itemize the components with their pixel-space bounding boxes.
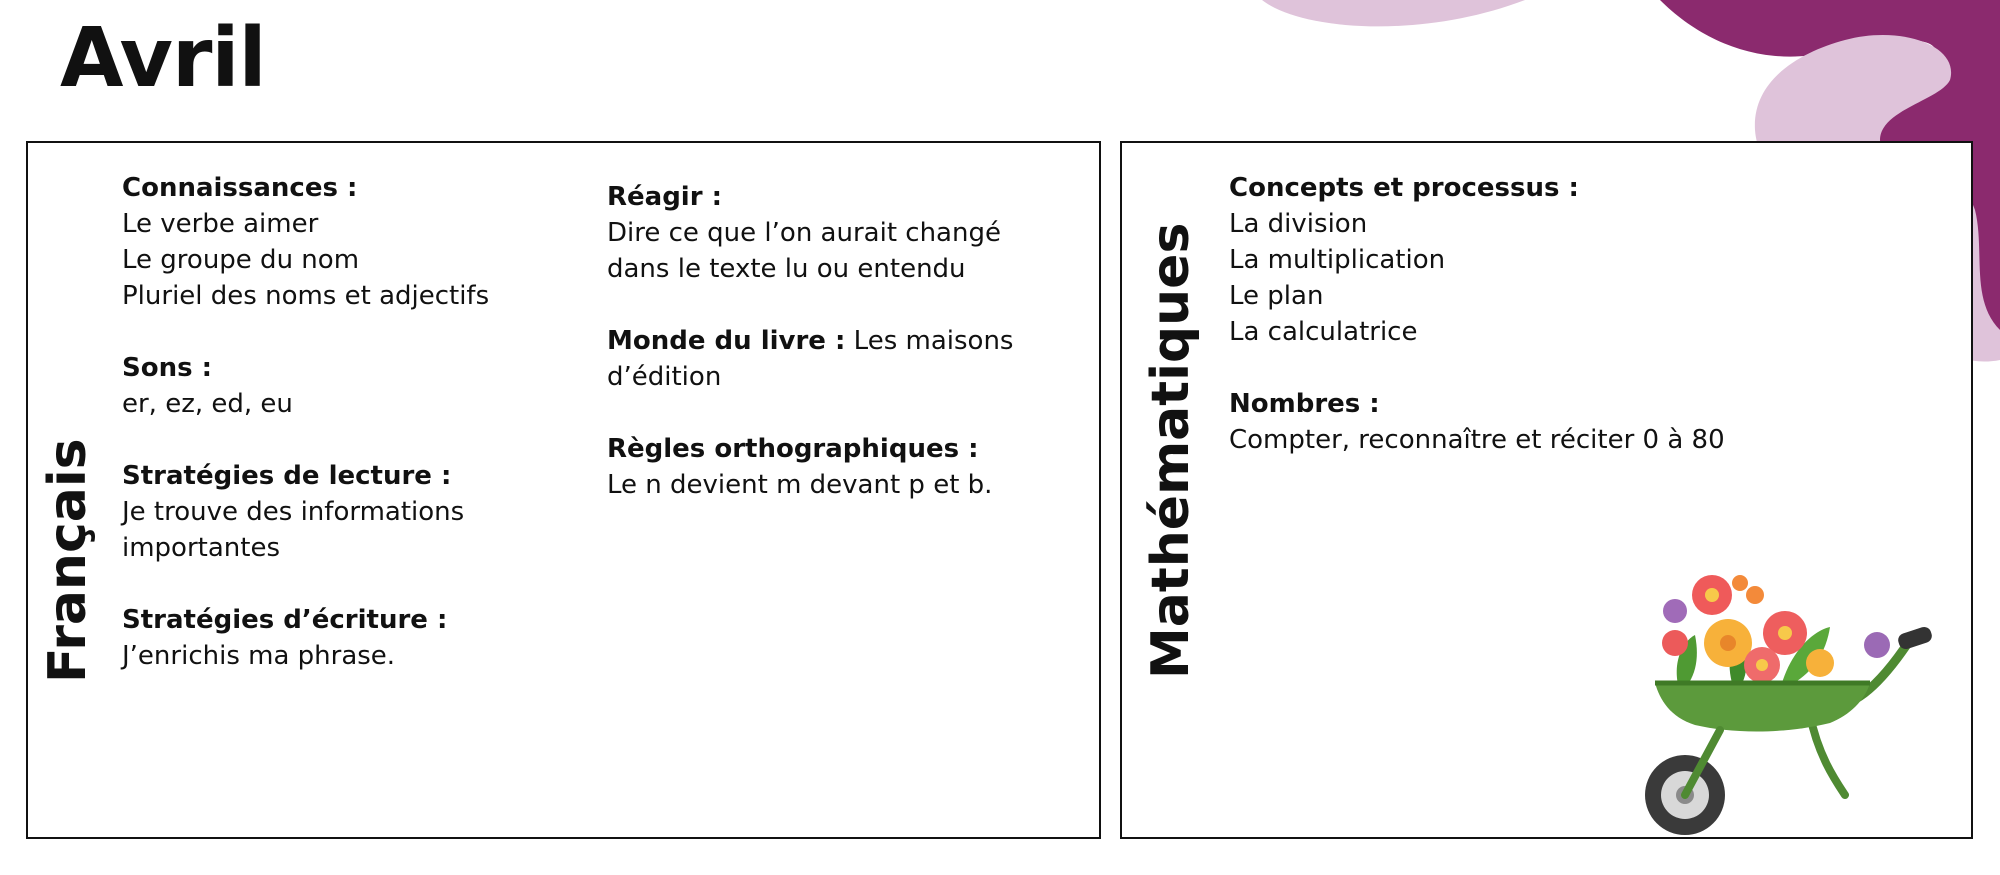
section-line: La calculatrice xyxy=(1229,317,1418,347)
section-line: Pluriel des noms et adjectifs xyxy=(122,281,490,311)
section-line: Le plan xyxy=(1229,281,1324,311)
flowers xyxy=(1662,575,1890,683)
flower xyxy=(1746,586,1764,604)
section-heading: Nombres : xyxy=(1229,389,1380,419)
section-inline-text: Les maisons xyxy=(845,326,1014,356)
section-line: La division xyxy=(1229,209,1368,239)
section-line: Compter, reconnaître et réciter 0 à 80 xyxy=(1229,425,1725,455)
flower-wheelbarrow-illustration xyxy=(1640,565,1945,845)
section-heading: Réagir : xyxy=(607,182,722,212)
section-line: Dire ce que l’on aurait changé xyxy=(607,218,1001,248)
section-first-line xyxy=(607,323,1097,359)
wheelbarrow-grip xyxy=(1896,625,1933,651)
flower xyxy=(1732,575,1748,591)
section-line: J’enrichis ma phrase. xyxy=(122,641,396,671)
flower xyxy=(1806,649,1834,677)
section-line: Le groupe du nom xyxy=(122,245,360,275)
section-concepts-processus xyxy=(1229,170,1849,350)
section-line: er, ez, ed, eu xyxy=(122,389,293,419)
section-strategies-lecture xyxy=(122,458,612,566)
light-blob-top xyxy=(1262,0,1525,26)
section-regles-orthographiques xyxy=(607,431,1097,503)
section-line: Je trouve des informations xyxy=(122,497,465,527)
section-strategies-ecriture xyxy=(122,602,612,674)
section-monde-du-livre xyxy=(607,323,1097,395)
francais-label: Français xyxy=(38,438,98,683)
maths-label: Mathématiques xyxy=(1141,222,1201,679)
section-heading: Connaissances : xyxy=(122,173,358,203)
section-line: La multiplication xyxy=(1229,245,1446,275)
section-nombres xyxy=(1229,386,1849,458)
section-connaissances xyxy=(122,170,612,314)
section-reagir xyxy=(607,179,1097,287)
section-heading: Monde du livre : xyxy=(607,326,846,356)
section-line: importantes xyxy=(122,533,280,563)
section-heading: Stratégies de lecture : xyxy=(122,461,452,491)
francais-column-2 xyxy=(607,179,1097,539)
section-line: Le verbe aimer xyxy=(122,209,319,239)
section-heading: Stratégies d’écriture : xyxy=(122,605,448,635)
flower xyxy=(1663,599,1687,623)
section-heading: Concepts et processus : xyxy=(1229,173,1579,203)
maths-column-1 xyxy=(1229,170,1849,494)
section-heading: Sons : xyxy=(122,353,213,383)
section-line: Le n devient m devant p et b. xyxy=(607,470,993,500)
francais-column-1 xyxy=(122,170,612,710)
flower xyxy=(1864,632,1890,658)
section-sons xyxy=(122,350,612,422)
page-title: Avril xyxy=(60,11,266,106)
wheelbarrow-tray xyxy=(1655,683,1870,732)
section-line: d’édition xyxy=(607,362,722,392)
flower xyxy=(1662,630,1688,656)
section-line: dans le texte lu ou entendu xyxy=(607,254,966,284)
section-heading: Règles orthographiques : xyxy=(607,434,979,464)
wheelbarrow-leg xyxy=(1810,715,1845,795)
